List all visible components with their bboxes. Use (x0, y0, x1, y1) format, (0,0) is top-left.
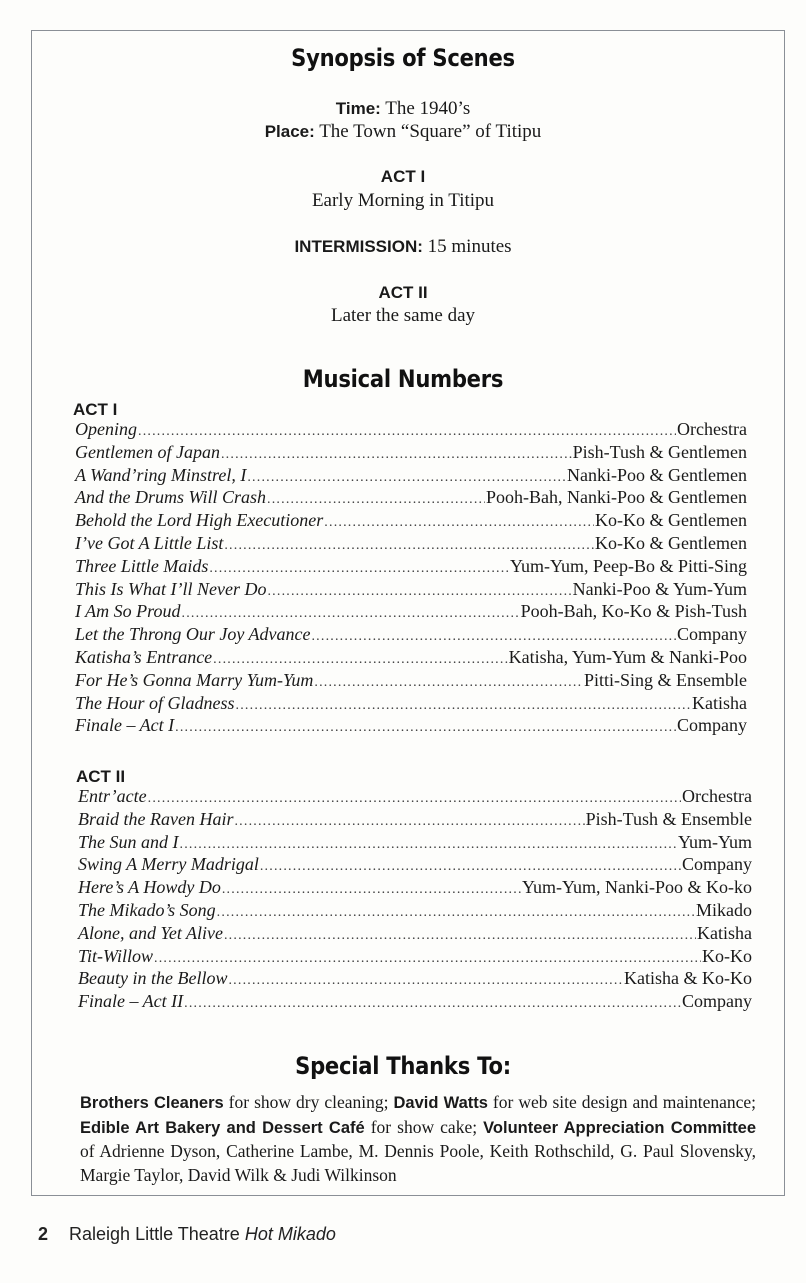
song-performer: Company (677, 624, 747, 645)
dot-leader (213, 652, 508, 668)
song-row (78, 900, 752, 923)
thanks-name-volunteer-committee: Volunteer Appreciation Committee (483, 1118, 756, 1137)
song-row (78, 968, 752, 991)
song-performer: Ko-Ko & Gentlemen (595, 510, 747, 531)
song-title: I Am So Proud (75, 601, 181, 622)
dot-leader (184, 996, 681, 1012)
song-row (75, 715, 747, 738)
song-performer: Katisha & Ko-Ko (624, 968, 752, 989)
time-value: The 1940’s (385, 98, 471, 119)
song-title: I’ve Got A Little List (75, 532, 224, 553)
song-row (75, 533, 747, 556)
song-performer: Nanki-Poo & Yum-Yum (572, 578, 747, 599)
song-title: A Wand’ring Minstrel, I (75, 464, 247, 485)
act2-heading: ACT II (76, 767, 126, 786)
thanks-text-1: for show dry cleaning; (223, 1092, 394, 1112)
place-label: Place: (264, 122, 315, 141)
dot-leader (180, 837, 677, 853)
thanks-text-4: of Adrienne Dyson, Catherine Lambe, M. Dennis Poole, Keith Rothschild, G. Paul Slovensky, Margie Taylor, David Wilk & Judi Wilkinson (80, 1141, 756, 1185)
song-title: Swing A Merry Madrigal (78, 854, 259, 875)
dot-leader (267, 492, 485, 508)
dot-leader (228, 973, 623, 989)
song-row (78, 809, 752, 832)
dot-leader (247, 470, 566, 486)
song-row (78, 854, 752, 877)
song-title: The Hour of Gladness (75, 692, 235, 713)
song-title: Tit-Willow (78, 945, 154, 966)
song-performer: Katisha, Yum-Yum & Nanki-Poo (508, 646, 747, 667)
special-thanks-text (80, 1091, 756, 1187)
song-row (78, 786, 752, 809)
act1-heading: ACT I (73, 400, 118, 419)
song-title: And the Drums Will Crash (75, 487, 267, 508)
dot-leader (236, 698, 692, 714)
song-title: Gentlemen of Japan (75, 441, 220, 462)
song-row (75, 419, 747, 442)
intermission-label: INTERMISSION: (294, 237, 423, 256)
song-performer: Orchestra (682, 786, 752, 806)
dot-leader (175, 720, 676, 736)
song-title: This Is What I’ll Never Do (75, 578, 267, 599)
intermission-line (0, 236, 806, 258)
song-title: For He’s Gonna Marry Yum-Yum (75, 669, 314, 690)
synopsis-act2-label: ACT II (378, 283, 428, 302)
thanks-name-brothers-cleaners: Brothers Cleaners (80, 1094, 224, 1112)
dot-leader (267, 584, 571, 600)
intermission-value: 15 minutes (427, 236, 512, 257)
thanks-text-3: for show cake; (364, 1116, 484, 1137)
song-row (78, 946, 752, 969)
act1-song-list (75, 419, 747, 738)
song-row (78, 923, 752, 946)
dot-leader (217, 905, 695, 921)
thanks-name-edible-art: Edible Art Bakery and Dessert Café (80, 1118, 365, 1137)
dot-leader (224, 538, 594, 554)
dot-leader (260, 859, 681, 875)
dot-leader (138, 424, 676, 440)
song-performer: Company (682, 991, 752, 1012)
song-performer: Ko-Ko & Gentlemen (595, 532, 747, 553)
song-row (75, 693, 747, 716)
song-title: Entr’acte (78, 786, 147, 806)
song-performer: Yum-Yum, Peep-Bo & Pitti-Sing (509, 555, 747, 576)
dot-leader (209, 561, 509, 577)
synopsis-act1-desc: Early Morning in Titipu (311, 190, 495, 211)
page-footer (38, 1224, 336, 1245)
song-row (75, 601, 747, 624)
dot-leader (314, 675, 583, 691)
song-row (75, 442, 747, 465)
song-row (75, 510, 747, 533)
synopsis-heading: Synopsis of Scenes (291, 44, 515, 72)
thanks-name-david-watts: David Watts (393, 1094, 488, 1112)
dot-leader (222, 882, 521, 898)
dot-leader (311, 629, 676, 645)
song-performer: Pish-Tush & Ensemble (585, 808, 752, 829)
song-title: Finale – Act II (78, 991, 184, 1012)
song-title: The Mikado’s Song (78, 899, 216, 920)
song-performer: Ko-Ko (702, 945, 752, 966)
song-title: Braid the Raven Hair (78, 808, 234, 829)
song-row (78, 832, 752, 855)
song-row (75, 624, 747, 647)
song-performer: Pish-Tush & Gentlemen (572, 441, 747, 462)
song-title: Let the Throng Our Joy Advance (75, 624, 311, 645)
song-row (78, 991, 752, 1014)
synopsis-act1-label: ACT I (380, 167, 426, 186)
song-title: Katisha’s Entrance (75, 646, 213, 667)
song-title: Opening (75, 419, 137, 439)
footer-theatre: Raleigh Little Theatre (69, 1224, 240, 1244)
dot-leader (234, 814, 584, 830)
song-performer: Mikado (696, 899, 752, 920)
song-performer: Pooh-Bah, Nanki-Poo & Gentlemen (486, 487, 747, 508)
song-performer: Katisha (692, 692, 747, 713)
synopsis-act2-desc: Later the same day (330, 305, 475, 326)
song-performer: Pooh-Bah, Ko-Ko & Pish-Tush (520, 601, 747, 622)
song-title: Finale – Act I (75, 715, 175, 736)
song-performer: Pitti-Sing & Ensemble (583, 669, 747, 690)
song-row (75, 670, 747, 693)
footer-show-title: Hot Mikado (244, 1224, 336, 1244)
time-line (0, 98, 806, 120)
song-performer: Orchestra (677, 419, 747, 439)
dot-leader (221, 447, 572, 463)
song-performer: Yum-Yum, Nanki-Poo & Ko-ko (522, 877, 752, 898)
song-performer: Company (677, 715, 747, 736)
song-title: The Sun and I (78, 831, 179, 852)
song-title: Alone, and Yet Alive (78, 922, 223, 943)
song-row (75, 647, 747, 670)
place-line (0, 121, 806, 143)
song-performer: Company (682, 854, 752, 875)
dot-leader (148, 791, 681, 807)
song-title: Beauty in the Bellow (78, 968, 228, 989)
song-title: Here’s A Howdy Do (78, 877, 221, 898)
song-performer: Katisha (697, 922, 752, 943)
song-row (75, 465, 747, 488)
thanks-text-2: for web site design and maintenance; (487, 1092, 757, 1112)
time-label: Time: (335, 99, 381, 118)
song-title: Three Little Maids (75, 555, 209, 576)
special-thanks-heading: Special Thanks To: (295, 1052, 511, 1080)
place-value: The Town “Square” of Titipu (319, 121, 542, 142)
song-performer: Yum-Yum (677, 831, 752, 852)
act2-song-list (78, 786, 752, 1014)
song-row (75, 487, 747, 510)
page-number: 2 (38, 1224, 49, 1244)
song-performer: Nanki-Poo & Gentlemen (567, 464, 747, 485)
song-row (78, 877, 752, 900)
song-title: Behold the Lord High Executioner (75, 510, 324, 531)
dot-leader (324, 515, 594, 531)
musical-numbers-heading: Musical Numbers (302, 365, 504, 393)
song-row (75, 556, 747, 579)
dot-leader (224, 928, 696, 944)
dot-leader (182, 606, 520, 622)
song-row (75, 579, 747, 602)
dot-leader (154, 951, 701, 967)
